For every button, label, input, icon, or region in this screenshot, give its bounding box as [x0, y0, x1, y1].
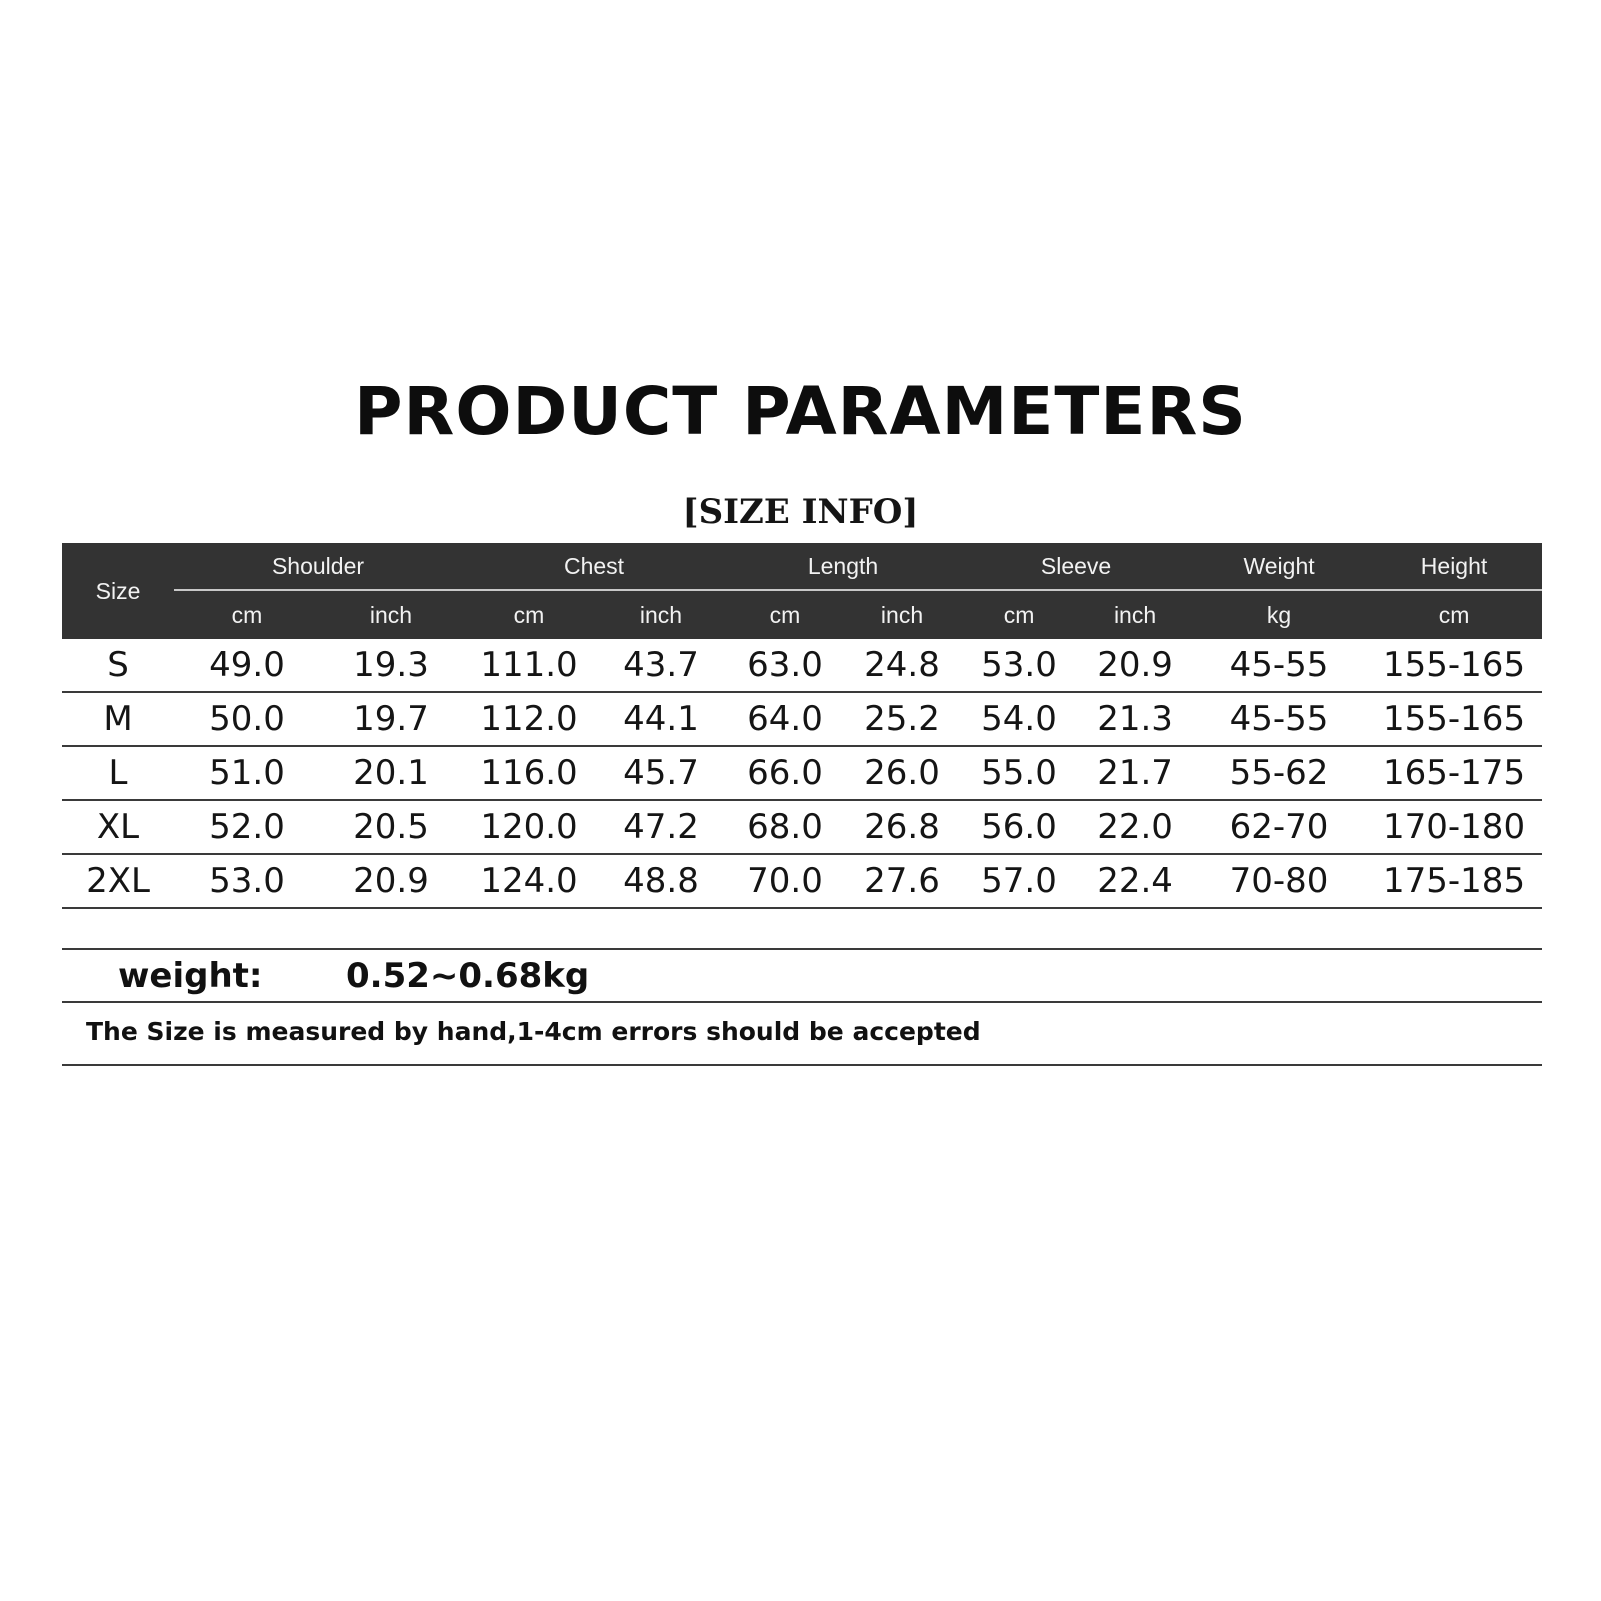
value-cell: 47.2 [596, 800, 726, 854]
header-sleeve: Sleeve [960, 543, 1192, 590]
unit-sleeve-cm: cm [960, 590, 1078, 639]
value-cell: 155-165 [1366, 639, 1542, 692]
page-title: PRODUCT PARAMETERS [354, 373, 1247, 450]
value-cell: 112.0 [462, 692, 596, 746]
table-row [62, 854, 1542, 908]
unit-chest-cm: cm [462, 590, 596, 639]
header-length: Length [726, 543, 960, 590]
table-body [62, 639, 1542, 908]
value-cell: 27.6 [844, 854, 960, 908]
value-cell: 120.0 [462, 800, 596, 854]
weight-value: 0.52~0.68kg [346, 956, 590, 996]
unit-sleeve-inch: inch [1078, 590, 1192, 639]
value-cell: 50.0 [174, 692, 320, 746]
unit-chest-inch: inch [596, 590, 726, 639]
unit-length-inch: inch [844, 590, 960, 639]
unit-length-cm: cm [726, 590, 844, 639]
header-size: Size [62, 543, 174, 639]
table-row [62, 692, 1542, 746]
value-cell: 48.8 [596, 854, 726, 908]
value-cell: 20.9 [1078, 639, 1192, 692]
table-row [62, 639, 1542, 692]
value-cell: 22.0 [1078, 800, 1192, 854]
unit-shoulder-inch: inch [320, 590, 462, 639]
size-cell: 2XL [62, 854, 174, 908]
value-cell: 124.0 [462, 854, 596, 908]
value-cell: 111.0 [462, 639, 596, 692]
value-cell: 21.3 [1078, 692, 1192, 746]
unit-shoulder-cm: cm [174, 590, 320, 639]
value-cell: 175-185 [1366, 854, 1542, 908]
value-cell: 26.0 [844, 746, 960, 800]
value-cell: 45-55 [1192, 692, 1366, 746]
value-cell: 20.5 [320, 800, 462, 854]
value-cell: 56.0 [960, 800, 1078, 854]
value-cell: 116.0 [462, 746, 596, 800]
value-cell: 70.0 [726, 854, 844, 908]
value-cell: 55-62 [1192, 746, 1366, 800]
unit-weight-kg: kg [1192, 590, 1366, 639]
table-header [62, 543, 1542, 639]
value-cell: 62-70 [1192, 800, 1366, 854]
size-chart-table [62, 543, 1542, 909]
value-cell: 45.7 [596, 746, 726, 800]
size-cell: XL [62, 800, 174, 854]
table-row [62, 800, 1542, 854]
value-cell: 21.7 [1078, 746, 1192, 800]
value-cell: 22.4 [1078, 854, 1192, 908]
value-cell: 20.1 [320, 746, 462, 800]
value-cell: 68.0 [726, 800, 844, 854]
value-cell: 170-180 [1366, 800, 1542, 854]
value-cell: 63.0 [726, 639, 844, 692]
weight-label: weight: [118, 956, 263, 996]
value-cell: 53.0 [960, 639, 1078, 692]
header-shoulder: Shoulder [174, 543, 462, 590]
header-weight: Weight [1192, 543, 1366, 590]
unit-height-cm: cm [1366, 590, 1542, 639]
value-cell: 53.0 [174, 854, 320, 908]
divider-middle [62, 1001, 1542, 1003]
value-cell: 19.3 [320, 639, 462, 692]
size-cell: S [62, 639, 174, 692]
value-cell: 66.0 [726, 746, 844, 800]
size-cell: M [62, 692, 174, 746]
value-cell: 54.0 [960, 692, 1078, 746]
product-weight-row [62, 950, 1542, 1002]
value-cell: 44.1 [596, 692, 726, 746]
value-cell: 49.0 [174, 639, 320, 692]
value-cell: 55.0 [960, 746, 1078, 800]
value-cell: 24.8 [844, 639, 960, 692]
value-cell: 165-175 [1366, 746, 1542, 800]
value-cell: 19.7 [320, 692, 462, 746]
value-cell: 26.8 [844, 800, 960, 854]
size-cell: L [62, 746, 174, 800]
value-cell: 43.7 [596, 639, 726, 692]
value-cell: 70-80 [1192, 854, 1366, 908]
header-chest: Chest [462, 543, 726, 590]
table-row [62, 746, 1542, 800]
measurement-note: The Size is measured by hand,1-4cm errors should be accepted [86, 1017, 981, 1046]
value-cell: 45-55 [1192, 639, 1366, 692]
value-cell: 52.0 [174, 800, 320, 854]
value-cell: 20.9 [320, 854, 462, 908]
value-cell: 25.2 [844, 692, 960, 746]
header-height: Height [1366, 543, 1542, 590]
page-subtitle: [SIZE INFO] [682, 492, 919, 532]
divider-bottom [62, 1064, 1542, 1066]
value-cell: 155-165 [1366, 692, 1542, 746]
value-cell: 57.0 [960, 854, 1078, 908]
value-cell: 51.0 [174, 746, 320, 800]
value-cell: 64.0 [726, 692, 844, 746]
